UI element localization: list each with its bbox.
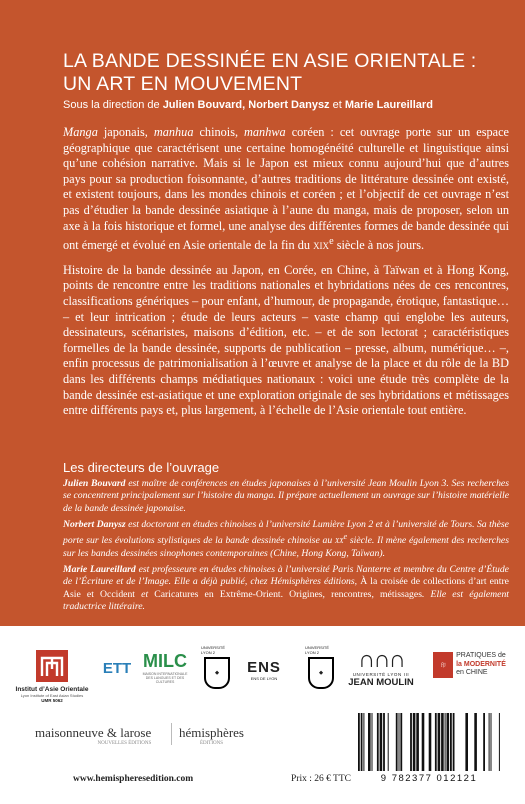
ens-logo: ENS ENS DE LYON <box>247 659 281 681</box>
ett-logo: ETT <box>102 659 132 677</box>
directors-heading: Les directeurs de l’ouvrage <box>63 460 220 475</box>
pratiques-modernite-logo: 印 PRATIQUES de la MODERNITÉ en CHINE <box>427 646 512 684</box>
editor-name: Marie Laureillard <box>344 99 433 111</box>
iao-emblem-icon <box>35 649 69 683</box>
iao-logo: Institut d’Asie Orientale Lyon Institute of East Asian Studies UMR 5062 <box>22 640 82 712</box>
editors-names: Julien Bouvard, Norbert Danysz <box>162 99 330 111</box>
book-title: LA BANDE DESSINÉE EN ASIE ORIENTALE : UN ART EN MOUVEMENT <box>63 50 477 95</box>
seal-icon: 印 <box>433 652 453 678</box>
bio-danysz: Norbert Danysz est doctorant en études chinoises à l’université Lumière Lyon 2 et à l’université de Tours. Sa thèse porte sur les évolutions stylistiques de la bande dessinée chinoise au $xx^e$ siècle. Il mène également des recherches sur les bandes dessinées sinophones contemporaines (Chine, Hong Kong, Taïwan). <box>63 518 509 559</box>
milc-logo: MILC MAISON INTERNATIONALE DES LANGUES ET DES CULTURES <box>142 650 188 684</box>
shield-icon: ◆ <box>204 657 230 689</box>
bio-laureillard: Marie Laureillard est professeure en études chinoises à l’université Paris Nanterre et membre du Centre d’Étude de l’Écriture et de l’Image. Elle a déjà publié, chez Hémisphères éditions, À la croisée de collections d’art entre Asie et Occident et Caricatures en Extrême-Orient. Origines, rencontres, métissages. Elle est également traductrice littéraire. <box>63 564 510 612</box>
isbn-barcode <box>354 713 504 787</box>
isbn-number: 9 782377 012121 <box>380 773 478 784</box>
publisher-hemispheres: hémisphères ÉDITIONS <box>179 725 244 746</box>
shield-icon: ◆ <box>308 657 334 689</box>
editors-line: Sous la direction de Julien Bouvard, Norbert Danysz et Marie Laureillard <box>63 99 433 111</box>
description-paragraph-2: Histoire de la bande dessinée au Japon, en Corée, en Chine, à Taïwan et à Hong Kong, points de rencontre entre les traditions nationales et hybridations nées de ces rencontres, classifications génériques – pour enfant, d’humour, de propagande, érotique, fantastique… – et leur intrication ; étude de leurs acteurs – vaste champ qui englobe les auteurs, dessinateurs, scénaristes, maisons d’édition, etc. – et de son lectorat ; caractéristiques formelles de la bande dessinée, supports de publication – presse, album, numérique… –, enfin processus de patrimonialisation à l’œuvre et analyse de la place et du rôle de la BD dans les différents champs médiatiques nationaux : voici une étude très complète de la bande dessinée est-asiatique et une exploration originale de ses hybridations et métissages entre différents pays et, plus largement, à l’échelle de l’Asie orientale tout entière. <box>63 262 509 418</box>
directors-bios <box>63 478 509 617</box>
publisher-divider <box>171 723 172 745</box>
arch-icon: ∩∩∩ <box>358 646 404 673</box>
publisher-maisonneuve-larose: maisonneuve & larose NOUVELLES ÉDITIONS <box>35 725 152 746</box>
bio-bouvard: Julien Bouvard est maître de conférences en études japonaises à l’université Jean Moulin Lyon 3. Ses recherches se concentrent principalement sur l’histoire du manga. Il prépare actuellement un ouvrage sur l’histoire matérielle de la bande dessinée japonaise. <box>63 478 509 514</box>
description <box>63 125 509 428</box>
logo-band <box>0 626 525 804</box>
barcode-icon <box>354 713 504 773</box>
price: Prix : 26 € TTC <box>291 774 351 784</box>
jean-moulin-logo: ∩∩∩ UNIVERSITÉ LYON III JEAN MOULIN <box>348 646 414 688</box>
description-paragraph-1: Manga japonais, manhua chinois, manhwa coréen : cet ouvrage porte sur un espace géographique que caractérisent une certaine homogénéité culturelle et linguistique ainsi qu’une cohésion narrative. Mais si le Japon est mieux connu aujourd’hui que d’autres pays pour sa production foisonnante, d’autres traditions de littérature dessinée ont existé, et existent toujours, dans les mondes chinois et coréen ; et l’objectif de cet ouvrage n’est pas d’étudier la bande dessinée asiatique à l’aune du manga, mais de proposer, selon un axe à la fois historique et formel, une analyse des différentes formes de bande dessinée qui ont émergé et évolué en Asie orientale de la fin du xix$^e$ siècle à nos jours. <box>63 125 509 253</box>
university-logo-1: UNIVERSITÉ LYON 2 ◆ <box>201 642 233 692</box>
university-logo-2: UNIVERSITÉ LYON 2 ◆ <box>305 642 337 692</box>
publisher-url: www.hemispheresedition.com <box>73 774 194 784</box>
